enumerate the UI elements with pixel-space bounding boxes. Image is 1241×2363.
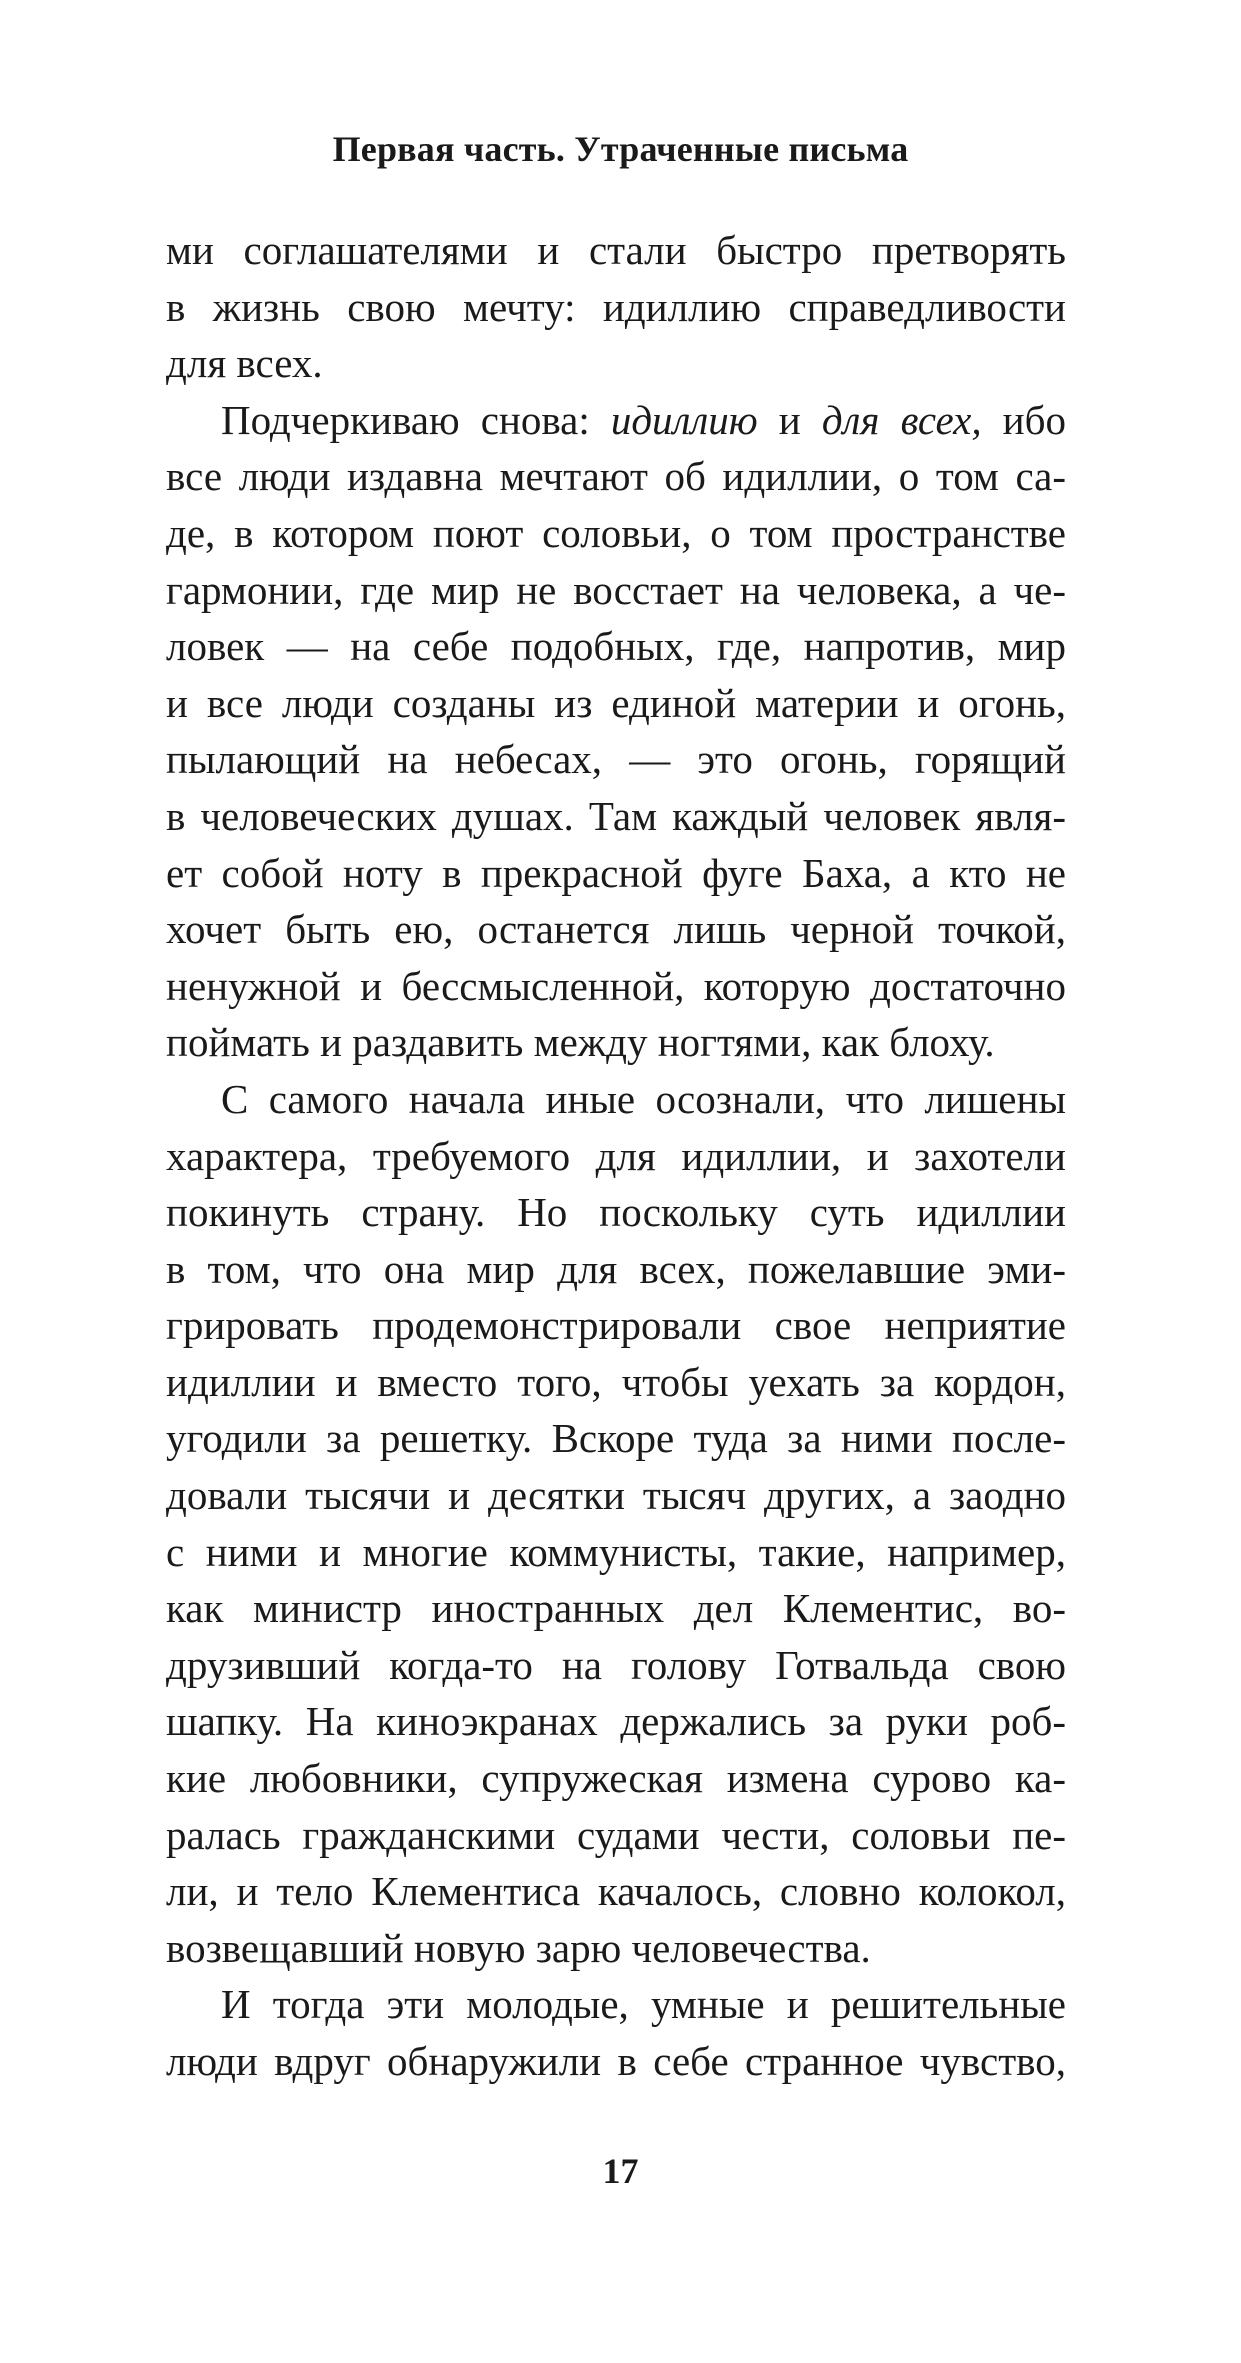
text-line: хочет быть ею, останется лишь черной точкой, bbox=[166, 906, 1066, 953]
text-line: для всех. bbox=[166, 340, 323, 387]
emphasis-text: идиллию bbox=[610, 396, 758, 443]
text-line bbox=[166, 392, 1066, 449]
text-line: ли, и тело Клементиса качалось, словно колокол, bbox=[166, 1868, 1066, 1915]
text-line: кие любовники, супружеская измена сурово ка- bbox=[166, 1755, 1066, 1802]
body-text bbox=[166, 222, 1066, 2090]
text-line: характера, требуемого для идиллии, и захотели bbox=[166, 1132, 1066, 1179]
text-run: Подчеркиваю снова: bbox=[221, 396, 611, 443]
paragraph-3 bbox=[166, 1071, 1066, 1977]
text-line: в том, что она мир для всех, пожелавшие эми- bbox=[166, 1245, 1066, 1292]
text-line: шапку. На киноэкранах держались за руки роб- bbox=[166, 1698, 1066, 1745]
text-line: и все люди созданы из единой материи и огонь, bbox=[166, 679, 1066, 726]
text-line: ненужной и бессмысленной, которую достаточно bbox=[166, 962, 1066, 1009]
paragraph-4 bbox=[166, 1976, 1066, 2089]
text-line: люди вдруг обнаружили в себе странное чувство, bbox=[166, 2038, 1066, 2084]
text-line: все люди издавна мечтают об идиллии, о том са- bbox=[166, 453, 1066, 500]
text-line: покинуть страну. Но поскольку суть идиллии bbox=[166, 1189, 1066, 1236]
text-line: поймать и раздавить между ногтями, как блоху. bbox=[166, 1019, 995, 1066]
text-line: в жизнь свою мечту: идиллию справедливости bbox=[166, 283, 1066, 330]
text-line: грировать продемонстрировали свое неприятие bbox=[166, 1302, 1066, 1349]
text-run: и bbox=[757, 396, 822, 443]
text-line: с ними и многие коммунисты, такие, например, bbox=[166, 1528, 1066, 1575]
text-line: ралась гражданскими судами чести, соловьи пе- bbox=[166, 1811, 1066, 1858]
paragraph-2 bbox=[166, 392, 1066, 1071]
text-line: ми соглашателями и стали быстро претворять bbox=[166, 227, 1066, 273]
text-line: угодили за решетку. Вскоре туда за ними после- bbox=[166, 1415, 1066, 1462]
running-head: Первая часть. Утраченные письма bbox=[332, 129, 909, 169]
text-line: друзивший когда-то на голову Готвальда свою bbox=[166, 1641, 1066, 1688]
text-line: довали тысячи и десятки тысяч других, а заодно bbox=[166, 1472, 1066, 1519]
text-line: ловек — на себе подобных, где, напротив, мир bbox=[166, 623, 1066, 670]
text-line: И тогда эти молодые, умные и решительные bbox=[221, 1981, 1066, 2028]
text-line: гармонии, где мир не восстает на человека, а че- bbox=[166, 566, 1066, 613]
text-line: идиллии и вместо того, чтобы уехать за кордон, bbox=[166, 1358, 1066, 1405]
page-number: 17 bbox=[602, 2151, 639, 2191]
text-line: ет собой ноту в прекрасной фуге Баха, а кто не bbox=[166, 849, 1066, 896]
text-run: ибо bbox=[981, 396, 1066, 443]
text-line: С самого начала иные осознали, что лишены bbox=[221, 1075, 1066, 1122]
paragraph-1 bbox=[166, 222, 1066, 392]
text-line: пылающий на небесах, — это огонь, горящий bbox=[166, 736, 1066, 783]
text-line: де, в котором поют соловьи, о том пространстве bbox=[166, 509, 1066, 556]
text-line: возвещавший новую зарю человечества. bbox=[166, 1924, 871, 1971]
text-line: как министр иностранных дел Клементис, во- bbox=[166, 1585, 1066, 1632]
emphasis-text: для всех, bbox=[821, 396, 982, 443]
text-line: в человеческих душах. Там каждый человек явля- bbox=[166, 792, 1066, 839]
